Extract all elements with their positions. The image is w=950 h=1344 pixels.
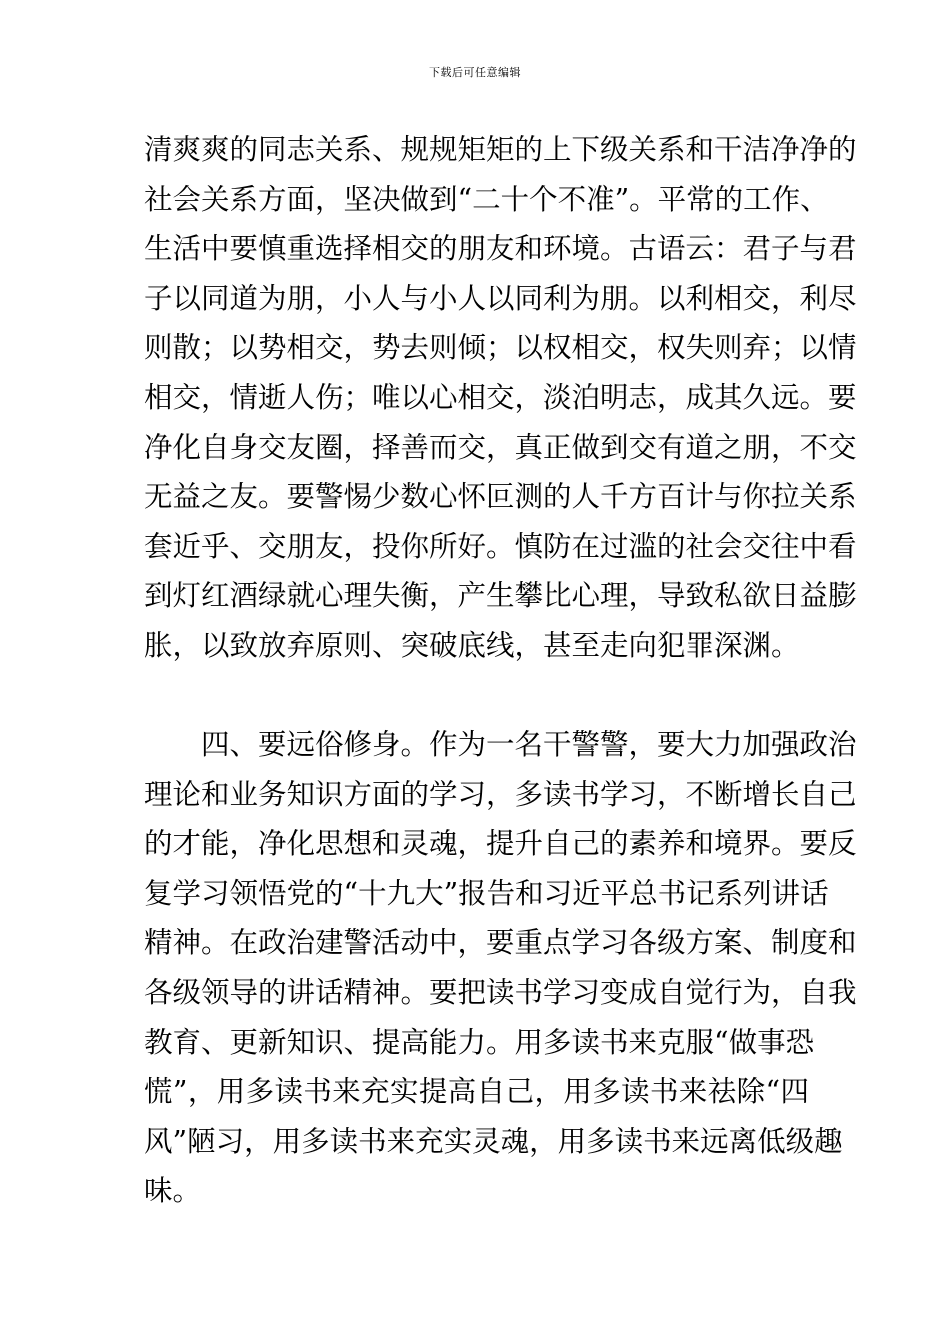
text-line-section-heading: 四、要远俗修身。作为一名干警警，要大力加强政治 [201, 728, 857, 761]
text-line: 胀，以致放弃原则、突破底线，甚至走向犯罪深渊。 [144, 628, 800, 662]
text-line: 各级领导的讲话精神。要把读书学习变成自觉行为，自我 [144, 975, 857, 1009]
page-header: 下载后可任意编辑 [429, 66, 521, 79]
text-line: 套近乎、交朋友，投你所好。慎防在过滥的社会交往中看 [144, 529, 857, 563]
text-line: 教育、更新知识、提高能力。用多读书来克服“做事恐 [144, 1025, 815, 1059]
paragraph-self-cultivation [144, 720, 857, 1216]
text-line: 到灯红酒绿就心理失衡，产生攀比心理，导致私欲日益膨 [144, 579, 857, 613]
text-line: 的才能，净化思想和灵魂，提升自己的素养和境界。要反 [144, 827, 857, 861]
text-line: 精神。在政治建警活动中，要重点学习各级方案、制度和 [144, 926, 857, 960]
text-line: 生活中要慎重选择相交的朋友和环境。古语云：君子与君 [144, 232, 857, 266]
text-line: 风”陋习，用多读书来充实灵魂，用多读书来远离低级趣 [144, 1124, 843, 1158]
text-line: 清爽爽的同志关系、规规矩矩的上下级关系和干洁净净的 [144, 133, 857, 166]
text-line: 则散；以势相交，势去则倾；以权相交，权失则弃；以情 [144, 331, 857, 365]
text-line: 社会关系方面，坚决做到“二十个不准”。平常的工作、 [144, 182, 829, 216]
text-line: 复学习领悟党的“十九大”报告和习近平总书记系列讲话 [144, 876, 829, 910]
paragraph-social-relations [144, 125, 857, 671]
text-line: 理论和业务知识方面的学习，多读书学习，不断增长自己 [144, 777, 857, 811]
text-line: 净化自身交友圈，择善而交，真正做到交有道之朋，不交 [144, 430, 857, 464]
text-line: 味。 [144, 1174, 202, 1208]
text-line: 相交，情逝人伤；唯以心相交，淡泊明志，成其久远。要 [144, 380, 857, 414]
text-line: 慌”，用多读书来充实提高自己，用多读书来祛除“四 [144, 1075, 809, 1109]
text-line: 无益之友。要警惕少数心怀叵测的人千方百计与你拉关系 [144, 480, 857, 514]
text-line: 子以同道为朋，小人与小人以同利为朋。以利相交，利尽 [144, 281, 857, 315]
